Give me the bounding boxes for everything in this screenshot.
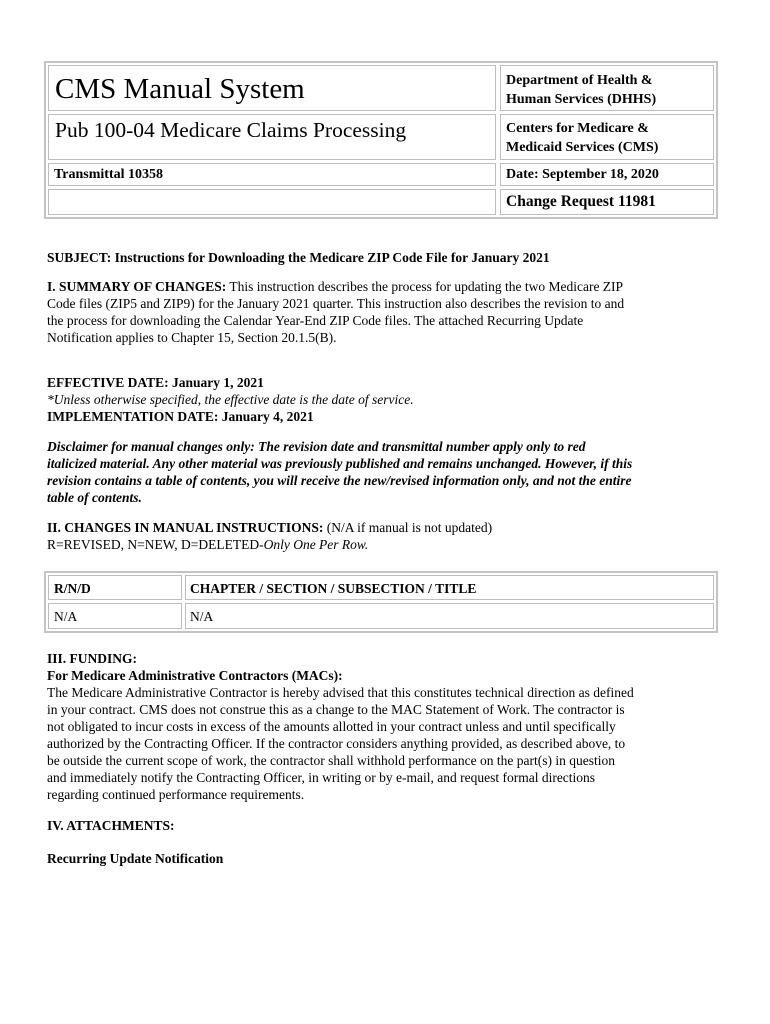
summary-line-1: This instruction describes the process for updating the two Medicare ZIP	[226, 279, 624, 294]
table-cell-chapter-value: N/A	[190, 609, 214, 624]
transmittal-number: Transmittal 10358	[54, 167, 164, 182]
issue-date: Date: September 18, 2020	[506, 167, 659, 182]
disclaimer-line-4: table of contents.	[47, 490, 142, 505]
funding-line: authorized by the Contracting Officer. If the contractor considers anything provided, as described above, to	[47, 736, 626, 751]
summary-line-2: Code files (ZIP5 and ZIP9) for the January 2021 quarter. This instruction also describes the revision to and	[47, 296, 625, 311]
subject-line: SUBJECT: Instructions for Downloading the Medicare ZIP Code File for January 2021	[47, 250, 550, 265]
funding-line: in your contract. CMS does not construe this as a change to the MAC Statement of Work. The contractor is	[47, 702, 625, 717]
funding-line: The Medicare Administrative Contractor is hereby advised that this constitutes technical direction as defined	[47, 685, 634, 700]
changes-label: II. CHANGES IN MANUAL INSTRUCTIONS:	[47, 520, 324, 535]
summary-line-3: the process for downloading the Calendar Year-End ZIP Code files. The attached Recurring Update	[47, 313, 584, 328]
header-cell-transmittal	[48, 163, 496, 186]
funding-line: be outside the current scope of work, the contractor shall withhold performance on the part(s) in question	[47, 753, 615, 768]
changes-section	[47, 519, 492, 553]
summary-label: I. SUMMARY OF CHANGES:	[47, 279, 227, 294]
funding-subhead: For Medicare Administrative Contractors (MACs):	[47, 668, 343, 683]
dept-line-1: Department of Health &	[506, 73, 653, 88]
effective-date-note: *Unless otherwise specified, the effective date is the date of service.	[47, 392, 414, 407]
table-header-chapter-label: CHAPTER / SECTION / SUBSECTION / TITLE	[190, 581, 477, 596]
table-cell-rnd-value: N/A	[54, 609, 78, 624]
disclaimer-section	[47, 438, 632, 506]
changes-legend: R=REVISED, N=NEW, D=DELETED-	[47, 537, 264, 552]
funding-line: and immediately notify the Contracting Officer, in writing or by e-mail, and request formal directions	[47, 770, 596, 785]
funding-line: regarding continued performance requirements.	[47, 787, 305, 802]
disclaimer-line-1: Disclaimer for manual changes only: The revision date and transmittal number apply only to red	[47, 439, 586, 454]
implementation-date: IMPLEMENTATION DATE: January 4, 2021	[47, 409, 314, 424]
header-cell-dept	[500, 65, 714, 111]
summary-section	[47, 278, 624, 346]
summary-line-4: Notification applies to Chapter 15, Section 20.1.5(B).	[47, 330, 337, 345]
dept-line-2: Human Services (DHHS)	[506, 92, 657, 107]
funding-label: III. FUNDING:	[47, 651, 138, 666]
manual-system-title: CMS Manual System	[55, 73, 305, 105]
table-header-chapter	[185, 575, 714, 600]
change-request-number: Change Request 11981	[506, 193, 656, 210]
header-cell-cms	[500, 114, 714, 160]
table-row-rnd	[48, 603, 182, 629]
table-header-rnd	[48, 575, 182, 600]
attachment-item: Recurring Update Notification	[47, 851, 224, 866]
effective-date: EFFECTIVE DATE: January 1, 2021	[47, 375, 264, 390]
header-cell-cr	[500, 189, 714, 215]
table-header-rnd-label: R/N/D	[54, 581, 91, 596]
changes-note: (N/A if manual is not updated)	[323, 520, 493, 535]
table-row-chapter	[185, 603, 714, 629]
cms-line-1: Centers for Medicare &	[506, 121, 649, 136]
funding-section	[47, 650, 634, 803]
header-cell-empty	[48, 189, 496, 215]
header-cell-pub	[48, 114, 496, 160]
dates-section	[47, 374, 414, 425]
header-cell-date	[500, 163, 714, 186]
cms-line-2: Medicaid Services (CMS)	[506, 140, 659, 155]
funding-line: not obligated to incur costs in excess of the amounts allotted in your contract unless and until specifically	[47, 719, 616, 734]
disclaimer-line-2: italicized material. Any other material was previously published and remains unchanged. However, if this	[47, 456, 633, 471]
header-cell-system	[48, 65, 496, 111]
disclaimer-line-3: revision contains a table of contents, you will receive the new/revised information only, and not the entire	[47, 473, 632, 488]
changes-legend-italic: Only One Per Row.	[263, 537, 369, 552]
attachments-label: IV. ATTACHMENTS:	[47, 818, 175, 833]
pub-title: Pub 100-04 Medicare Claims Processing	[55, 118, 407, 142]
